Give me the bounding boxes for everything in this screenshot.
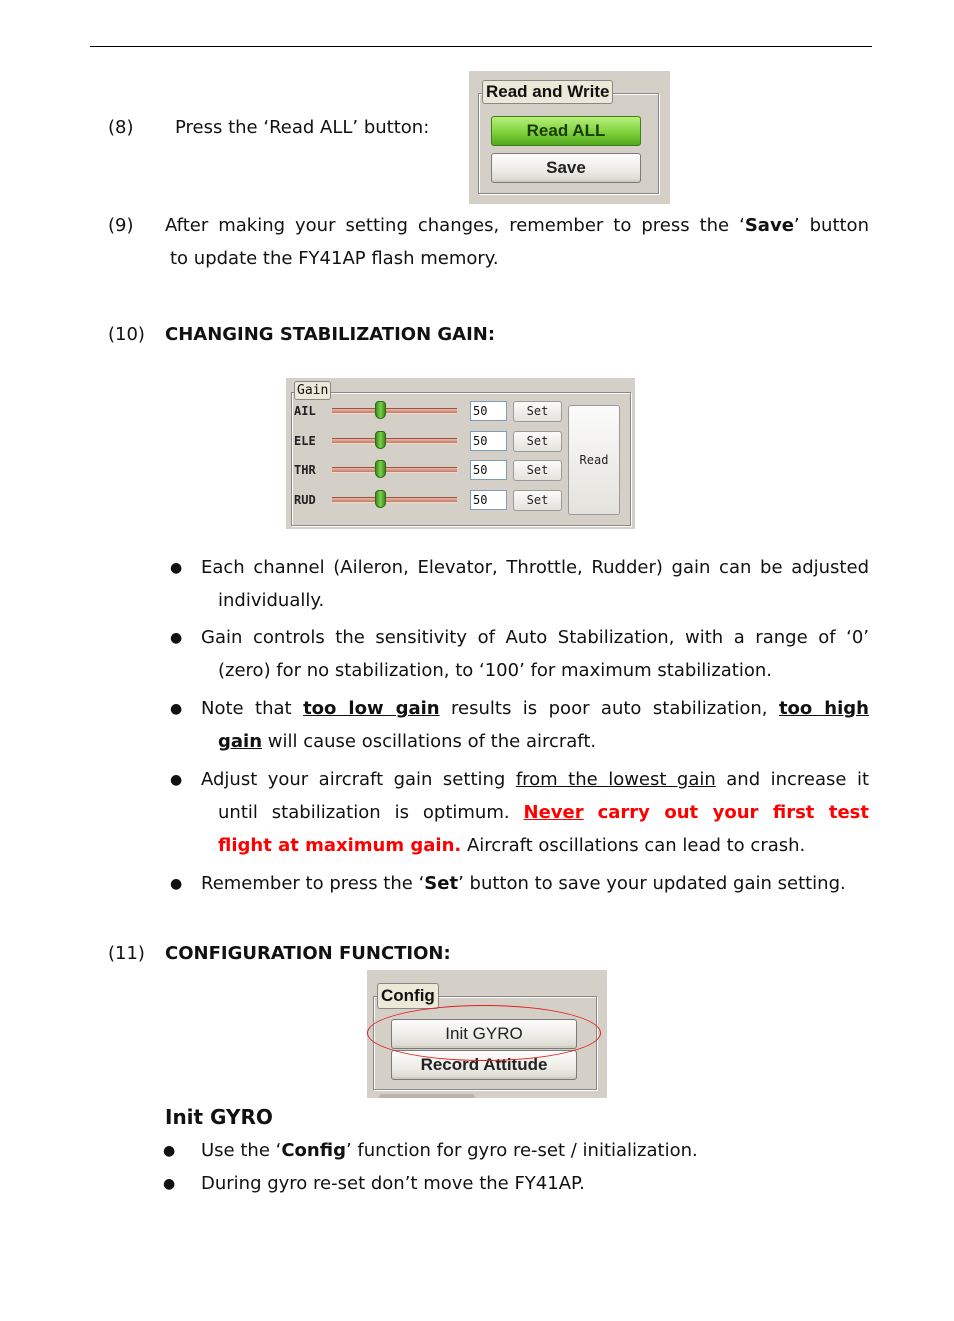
gain-slider-thumb[interactable]: [375, 401, 386, 419]
bullet-dot: ●: [170, 630, 183, 646]
gain-text: gain: [218, 731, 263, 752]
gain-slider-thumb[interactable]: [375, 431, 386, 449]
text: Aircraft oscillations can lead to crash.: [466, 835, 806, 856]
gain-set-button[interactable]: Set: [513, 490, 562, 511]
record-attitude-button[interactable]: Record Attitude: [391, 1050, 577, 1080]
bullet-text-cont: individually.: [218, 590, 325, 611]
gain-slider-track[interactable]: [332, 408, 457, 414]
bullet-dot: ●: [170, 701, 183, 717]
gain-row-label: RUD: [294, 493, 316, 507]
red-highlight-ellipse: [367, 1005, 601, 1061]
bullet-text-cont: [218, 731, 596, 753]
gain-row-label: AIL: [294, 404, 316, 418]
gain-row-label: ELE: [294, 434, 316, 448]
bullet-dot: ●: [170, 560, 183, 576]
bullet-dot: ●: [170, 876, 183, 892]
gain-set-button[interactable]: Set: [513, 431, 562, 452]
bullet-dot: ●: [163, 1176, 176, 1192]
gain-value-input[interactable]: 50: [470, 401, 507, 421]
save-word: Save: [744, 215, 794, 236]
bullet-dot: ●: [163, 1143, 176, 1159]
bullet-text-cont: [218, 802, 869, 824]
read-all-button[interactable]: Read ALL: [491, 116, 641, 146]
warning-text: flight at maximum gain.: [218, 835, 462, 856]
step-text: Press the ‘Read ALL’ button:: [175, 117, 430, 138]
too-low-gain-text: too low gain: [303, 698, 440, 719]
text: until stabilization is optimum.: [218, 802, 510, 823]
text: will cause oscillations of the aircraft.: [267, 731, 597, 752]
bullet-text: [201, 873, 846, 895]
warning-text: carry out your first test: [597, 802, 869, 823]
section-heading: CHANGING STABILIZATION GAIN:: [165, 324, 496, 345]
lowest-gain-text: from the lowest gain: [515, 769, 716, 790]
config-word: Config: [281, 1140, 346, 1161]
bullet-text-cont: (zero) for no stabilization, to ‘100’ for maximum stabilization.: [218, 660, 772, 681]
read-write-screenshot: [469, 71, 670, 204]
step-text: [165, 215, 869, 237]
text: ’ button to save your updated gain setting.: [458, 873, 846, 894]
gain-slider-thumb[interactable]: [375, 490, 386, 508]
gain-read-button[interactable]: Read: [568, 405, 620, 515]
text: Remember to press the ‘: [201, 873, 425, 894]
bullet-dot: ●: [170, 772, 183, 788]
config-group-label: Config: [377, 983, 439, 1009]
subheading: Init GYRO: [165, 1105, 273, 1129]
gain-screenshot: [286, 378, 635, 529]
gain-slider-track[interactable]: [332, 497, 457, 503]
gain-slider-track[interactable]: [332, 438, 457, 444]
section-heading: CONFIGURATION FUNCTION:: [165, 943, 451, 964]
text: Note that: [201, 698, 292, 719]
save-button[interactable]: Save: [491, 153, 641, 183]
text: Adjust your aircraft gain setting: [201, 769, 506, 790]
gain-set-button[interactable]: Set: [513, 460, 562, 481]
gain-value-input[interactable]: 50: [470, 431, 507, 451]
read-write-group-label: Read and Write: [482, 80, 613, 104]
gain-set-button[interactable]: Set: [513, 401, 562, 422]
too-high-text: too high: [778, 698, 869, 719]
step-number: (11): [108, 943, 145, 964]
cropped-button-edge: [379, 1094, 475, 1098]
never-warning: Never: [523, 802, 584, 823]
bullet-text: Gain controls the sensitivity of Auto Stabilization, with a range of ‘0’: [201, 627, 869, 648]
gain-row-label: THR: [294, 463, 316, 477]
text: Use the ‘: [201, 1140, 282, 1161]
config-screenshot: [367, 970, 607, 1098]
step-number: (9): [108, 215, 134, 236]
step-text-line2: to update the FY41AP flash memory.: [170, 248, 499, 269]
text: and increase it: [726, 769, 869, 790]
bullet-text: During gyro re-set don’t move the FY41AP.: [201, 1173, 585, 1194]
header-rule: [90, 46, 872, 47]
bullet-text: [201, 769, 869, 791]
bullet-text-cont: [218, 835, 805, 857]
text: ’ button: [793, 215, 869, 236]
gain-slider-thumb[interactable]: [375, 460, 386, 478]
bullet-text: Each channel (Aileron, Elevator, Throttle, Rudder) gain can be adjusted: [201, 557, 869, 578]
text: ’ function for gyro re-set / initialization.: [345, 1140, 698, 1161]
step-number: (8): [108, 117, 134, 138]
step-number: (10): [108, 324, 145, 345]
text: results is poor auto stabilization,: [451, 698, 768, 719]
bullet-text: [201, 698, 869, 720]
init-gyro-button[interactable]: Init GYRO: [391, 1019, 577, 1049]
gain-group-label: Gain: [294, 381, 331, 400]
text: After making your setting changes, remember to press the ‘: [165, 215, 745, 236]
gain-value-input[interactable]: 50: [470, 460, 507, 480]
set-word: Set: [424, 873, 459, 894]
gain-slider-track[interactable]: [332, 467, 457, 473]
gain-value-input[interactable]: 50: [470, 490, 507, 510]
bullet-text: [201, 1140, 698, 1162]
